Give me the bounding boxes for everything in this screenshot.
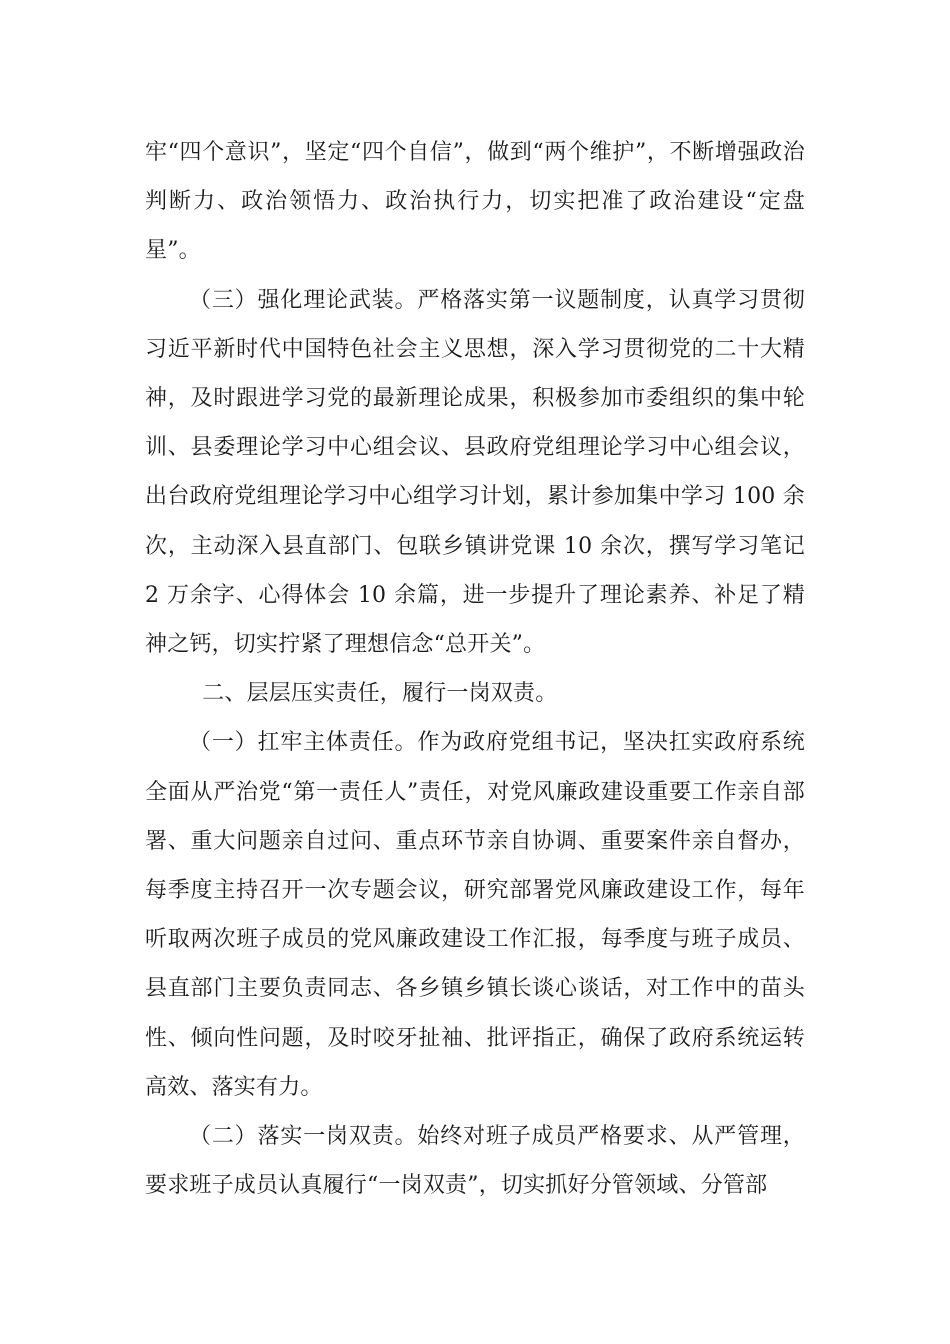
paragraph-one-post-two-duties: （二）落实一岗双责。始终对班子成员严格要求、从严管理，要求班子成员认真履行“一岗双责”，切实抓好分管领域、分管部 <box>145 1124 805 1199</box>
paragraph-continuation: 牢“四个意识”，坚定“四个自信”，做到“两个维护”，不断增强政治判断力、政治领悟力、政治执行力，切实把准了政治建设“定盘星”。 <box>145 140 805 264</box>
document-body <box>145 128 805 1210</box>
paragraph-theory-study: （三）强化理论武装。严格落实第一议题制度，认真学习贯彻习近平新时代中国特色社会主义思想，深入学习贯彻党的二十大精神，及时跟进学习党的最新理论成果，积极参加市委组织的集中轮训、县委理论学习中心组会议、县政府党组理论学习中心组会议，出台政府党组理论学习中心组学习计划，累计参加集中学习 100 余次，主动深入县直部门、包联乡镇讲党课 10 余次，撰写学习笔记 2 万余字、心得体会 10 余篇，进一步提升了理论素养、补足了精神之钙，切实拧紧了理想信念“总开关”。 <box>145 287 805 658</box>
paragraph-main-responsibility: （一）扛牢主体责任。作为政府党组书记，坚决扛实政府系统全面从严治党“第一责任人”责任，对党风廉政建设重要工作亲自部署、重大问题亲自过问、重点环节亲自协调、重要案件亲自督办，每季度主持召开一次专题会议，研究部署党风廉政建设工作，每年听取两次班子成员的党风廉政建设工作汇报，每季度与班子成员、县直部门主要负责同志、各乡镇乡镇长谈心谈话，对工作中的苗头性、倾向性问题，及时咬牙扯袖、批评指正，确保了政府系统运转高效、落实有力。 <box>145 730 805 1100</box>
section-heading-responsibility: 二、层层压实责任，履行一岗双责。 <box>202 681 558 707</box>
